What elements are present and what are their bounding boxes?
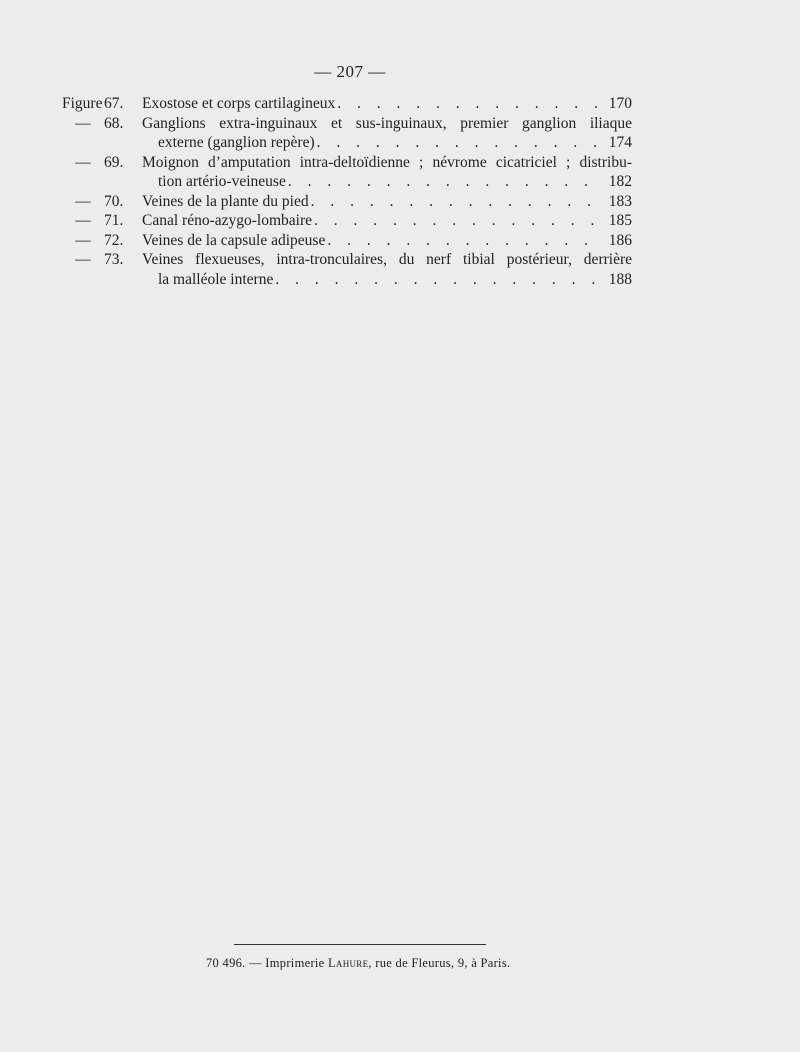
- figure-title: la malléole interne: [158, 270, 274, 288]
- figure-entry: [62, 114, 632, 153]
- figure-label: [62, 192, 142, 212]
- dot-leader: [273, 270, 604, 290]
- imprint-dash: —: [249, 956, 262, 970]
- figure-title: Veines de la plante du pied: [142, 192, 309, 210]
- imprint-printer-name: Lahure: [327, 956, 369, 970]
- figure-entry: [62, 211, 632, 231]
- figure-entry: [62, 231, 632, 251]
- figure-page-number: 188: [608, 270, 632, 288]
- figure-entry: [62, 192, 632, 212]
- figure-number: 67.: [104, 95, 124, 112]
- figure-title: externe (ganglion repère): [158, 134, 315, 151]
- footer-rule: [234, 944, 486, 945]
- figure-label: [62, 94, 142, 114]
- figure-prefix: —: [75, 251, 91, 268]
- imprint-address: , rue de Fleurus, 9, à Paris.: [368, 956, 511, 970]
- figure-page-number: 182: [608, 173, 632, 190]
- dot-leader: [309, 192, 604, 212]
- figure-prefix: —: [75, 231, 91, 249]
- printer-imprint: [206, 956, 510, 971]
- dot-leader: [286, 172, 604, 192]
- figure-page-number: 174: [608, 134, 632, 151]
- figure-page-number: 183: [608, 192, 632, 210]
- figure-prefix: Figure: [62, 95, 103, 112]
- figure-label: [62, 250, 142, 289]
- figure-title: Exostose et corps cartilagineux: [142, 95, 336, 112]
- figure-label: [62, 153, 142, 192]
- figure-title: tion artério-veineuse: [158, 173, 286, 190]
- figure-number: 70.: [104, 192, 124, 210]
- figure-list: [62, 94, 632, 289]
- dot-leader: [335, 94, 604, 114]
- figure-number: 68.: [104, 114, 124, 132]
- figure-page-number: 185: [608, 212, 632, 229]
- figure-title: Canal réno-azygo-lombaire: [142, 212, 312, 229]
- imprint-job-number: 70 496.: [206, 956, 246, 970]
- figure-prefix: —: [75, 192, 91, 210]
- figure-prefix: —: [75, 114, 91, 132]
- figure-label: [62, 211, 142, 231]
- figure-page-number: 170: [608, 95, 632, 112]
- page-number: — 207 —: [314, 62, 386, 81]
- figure-number: 72.: [104, 231, 124, 249]
- figure-title-line: Moignon d’amputation intra-deltoïdienne ; névrome cicatriciel ; distribu-: [142, 153, 632, 171]
- imprint-printer-prefix: Imprimerie: [265, 956, 325, 970]
- figure-label: [62, 114, 142, 153]
- figure-label: [62, 231, 142, 251]
- figure-entry: [62, 153, 632, 192]
- figure-title-line: Ganglions extra-inguinaux et sus-inguinaux, premier ganglion iliaque: [142, 114, 632, 132]
- figure-number: 69.: [104, 153, 124, 171]
- figure-number: 71.: [104, 212, 124, 229]
- figure-title: Veines de la capsule adipeuse: [142, 231, 326, 249]
- dot-leader: [315, 133, 604, 153]
- figure-page-number: 186: [608, 231, 632, 249]
- figure-entry: [62, 94, 632, 114]
- figure-entry: [62, 250, 632, 289]
- dot-leader: [312, 211, 604, 231]
- figure-prefix: —: [75, 153, 91, 171]
- figure-title-line: Veines flexueuses, intra-tronculaires, du nerf tibial postérieur, derrière: [142, 251, 632, 268]
- dot-leader: [325, 231, 604, 251]
- figure-prefix: —: [75, 212, 91, 229]
- figure-number: 73.: [104, 251, 124, 268]
